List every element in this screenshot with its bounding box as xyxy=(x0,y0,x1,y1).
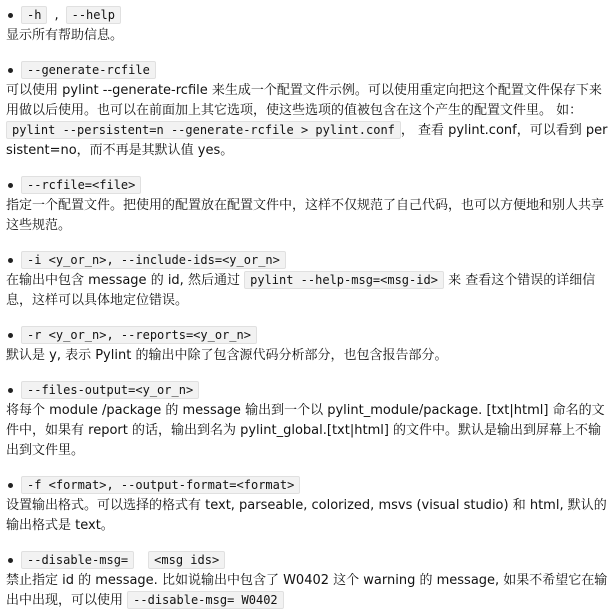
inline-code: --disable-msg= W0402 xyxy=(127,591,284,609)
description-text: 来 查看这个错误的详细信息，这样可以具体地定位错误。 xyxy=(6,273,596,308)
description-text: 可以使用 pylint --generate-rcfile 来生成一个配置文件示例。可以使用重定向把这个配置文件保存下来用做以后使用。也可以在前面加上其它选项，使这些选项的值被包含在这个产生的配置文件里。 如： xyxy=(6,83,602,118)
option-heading xyxy=(6,6,610,26)
option-output-format xyxy=(6,476,610,536)
description-text: 在输出中包含 message 的 id, 然后通过 xyxy=(6,273,240,288)
option-code: --generate-rcfile xyxy=(21,61,156,79)
option-code: --help xyxy=(66,6,121,24)
option-disable-msg xyxy=(6,551,610,611)
option-include-ids xyxy=(6,251,610,311)
description-text: 禁止指定 id 的 message. 比如说输出中包含了 W0402 这个 warning 的 message, 如果不希望它在输出中出现，可以使用 xyxy=(6,573,608,608)
bullet xyxy=(8,558,13,563)
option-heading xyxy=(6,176,610,196)
option-heading xyxy=(6,476,610,496)
description-text: 指定一个配置文件。把使用的配置放在配置文件中，这样不仅规范了自己代码，也可以方便地和别人共享这些规范。 xyxy=(6,198,605,233)
bullet xyxy=(8,258,13,263)
bullet xyxy=(8,68,13,73)
option-code: -f <format>, --output-format=<format> xyxy=(21,476,300,494)
option-help xyxy=(6,6,610,46)
bullet xyxy=(8,388,13,393)
description-text: 设置输出格式。可以选择的格式有 text, parseable, colorized, msvs (visual studio) 和 html, 默认的输出格式是 text。 xyxy=(6,498,607,533)
option-description xyxy=(6,81,610,161)
inline-code: pylint --persistent=n --generate-rcfile > pylint.conf xyxy=(6,121,401,139)
option-code: -i <y_or_n>, --include-ids=<y_or_n> xyxy=(21,251,286,269)
option-description xyxy=(6,26,610,46)
option-heading xyxy=(6,381,610,401)
separator: , xyxy=(54,8,59,23)
option-code: <msg ids> xyxy=(148,551,225,569)
bullet xyxy=(8,183,13,188)
bullet xyxy=(8,13,13,18)
option-code: --disable-msg= xyxy=(21,551,134,569)
option-description xyxy=(6,571,610,611)
option-heading xyxy=(6,551,610,571)
option-code: --files-output=<y_or_n> xyxy=(21,381,199,399)
description-text: ， 查看 pylint.conf，可以看到 persistent=no，而不再是其默认值 yes。 xyxy=(6,123,608,158)
option-description xyxy=(6,346,610,366)
inline-code: pylint --help-msg=<msg-id> xyxy=(244,271,444,289)
option-reports xyxy=(6,326,610,366)
option-heading xyxy=(6,326,610,346)
option-generate-rcfile xyxy=(6,61,610,161)
description-text: 将每个 module /package 的 message 输出到一个以 pylint_module/package. [txt|html] 命名的文件中，如果有 report 的话，输出到名为 pylint_global.[txt|html] 的文件中。默认是输出到屏幕上不输出到文件里。 xyxy=(6,403,605,458)
option-description xyxy=(6,401,610,461)
option-files-output xyxy=(6,381,610,461)
option-code: --rcfile=<file> xyxy=(21,176,141,194)
description-text: 默认是 y, 表示 Pylint 的输出中除了包含源代码分析部分，也包含报告部分。 xyxy=(6,348,448,363)
bullet xyxy=(8,333,13,338)
option-heading xyxy=(6,251,610,271)
option-code: -h xyxy=(21,6,47,24)
option-heading xyxy=(6,61,610,81)
option-rcfile xyxy=(6,176,610,236)
option-description xyxy=(6,271,610,311)
bullet xyxy=(8,483,13,488)
description-text: 显示所有帮助信息。 xyxy=(6,28,124,43)
option-description xyxy=(6,196,610,236)
option-code: -r <y_or_n>, --reports=<y_or_n> xyxy=(21,326,257,344)
option-description xyxy=(6,496,610,536)
